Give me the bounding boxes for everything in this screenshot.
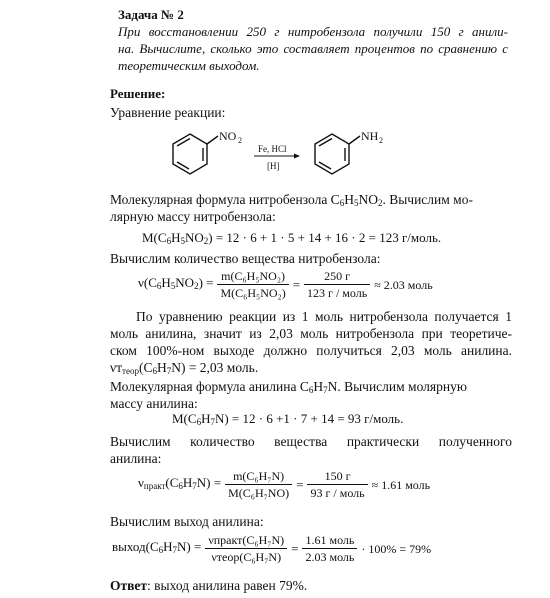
solution-heading: Решение: bbox=[110, 86, 166, 101]
p4-line-1: Молекулярная формула анилина $C_6H_7N$. Вычислим молярную bbox=[110, 379, 467, 395]
answer-text: : выход анилина равен 79%. bbox=[147, 578, 308, 593]
reagent-bottom: [H] bbox=[267, 161, 280, 171]
p1-line-2: лярную массу нитробензола: bbox=[110, 209, 276, 224]
aniline-ring bbox=[315, 134, 360, 174]
p6: Вычислим выход анилина: bbox=[110, 514, 264, 529]
reaction-arrowhead bbox=[294, 154, 300, 159]
nitro-group-sub: 2 bbox=[238, 136, 242, 145]
p3-line-1: По уравнению реакции из 1 моль нитробензола получается 1 bbox=[136, 309, 512, 324]
nitrobenzene-ring bbox=[173, 134, 218, 174]
reaction-label: Уравнение реакции: bbox=[110, 105, 226, 120]
p3-line-2: моль анилина, значит из 2,03 моль нитробензола при теоретиче- bbox=[110, 326, 512, 341]
task-line-1: При восстановлении 250 г нитробензола получили 150 г анили- bbox=[118, 24, 508, 39]
eq-molar-mass-aniline: $M(C_6H_7N) = 12 \cdot 6 +1 \cdot 7 + 14 = 93$ г/моль. bbox=[172, 411, 404, 427]
p5-line-1: Вычислим количество вещества практически полученного bbox=[110, 434, 512, 449]
amino-group: NH bbox=[361, 129, 379, 143]
reagent-top: Fe, HCl bbox=[258, 144, 287, 154]
p1-line-1: Молекулярная формула нитробензола $C_6H_5NO_2$. Вычислим мо- bbox=[110, 192, 473, 208]
reaction-scheme bbox=[160, 124, 420, 190]
p5-line-2: анилина: bbox=[110, 451, 162, 466]
answer-label: Ответ bbox=[110, 578, 148, 593]
eq-amount-aniline-practical: $\nu_{практ}(C_6H_7N)$ = $\frac{\text{m(C₆H₇N)}}{\text{M(C₆H₇NO)}}$ = $\frac{150 г}{\text{93 г / моль}}$ ≈ 1.61 моль bbox=[138, 469, 431, 500]
answer bbox=[110, 577, 307, 594]
p4-line-2: массу анилина: bbox=[110, 396, 198, 411]
p2: Вычислим количество вещества нитробензола: bbox=[110, 251, 381, 266]
p3-line-4: $\nu т_{теор}(C_6H_7N) = 2,03$ моль. bbox=[110, 360, 259, 376]
eq-amount-nitrobenzene: $\nu(C_6H_5NO_2)$ = $\frac{\text{m(C₆H₅NO₂)}}{\text{M(C₆H₅NO₂)}}$ = $\frac{250 г}{\text{123 г / моль}}$ ≈ 2.03 моль bbox=[138, 269, 433, 300]
task-line-2: на. Вычислите, сколько это составляет процентов по сравнению с bbox=[118, 41, 508, 56]
eq-molar-mass-nitrobenzene: $M(C_6H_5NO_2) = 12 \cdot 6 + 1 \cdot 5 + 14 + 16 \cdot 2 = 123$ г/моль. bbox=[142, 230, 442, 246]
eq-yield-aniline: $выход(C_6H_7N)$ = $\frac{\text{νпракт(C₆H₇N)}}{\text{νтеор(C₆H₇N)}}$ = $\frac{\text{1.61 моль}}{\text{2.03 моль}}$ · 100% = 79% bbox=[112, 533, 432, 564]
task-line-3: теоретическим выходом. bbox=[118, 58, 260, 73]
task-title: Задача № 2 bbox=[118, 7, 184, 22]
p3-line-3: ском 100%-ном выходе должно получиться 2,03 моль анилина. bbox=[110, 343, 512, 358]
nitro-group: NO bbox=[219, 129, 237, 143]
amino-group-sub: 2 bbox=[379, 136, 383, 145]
